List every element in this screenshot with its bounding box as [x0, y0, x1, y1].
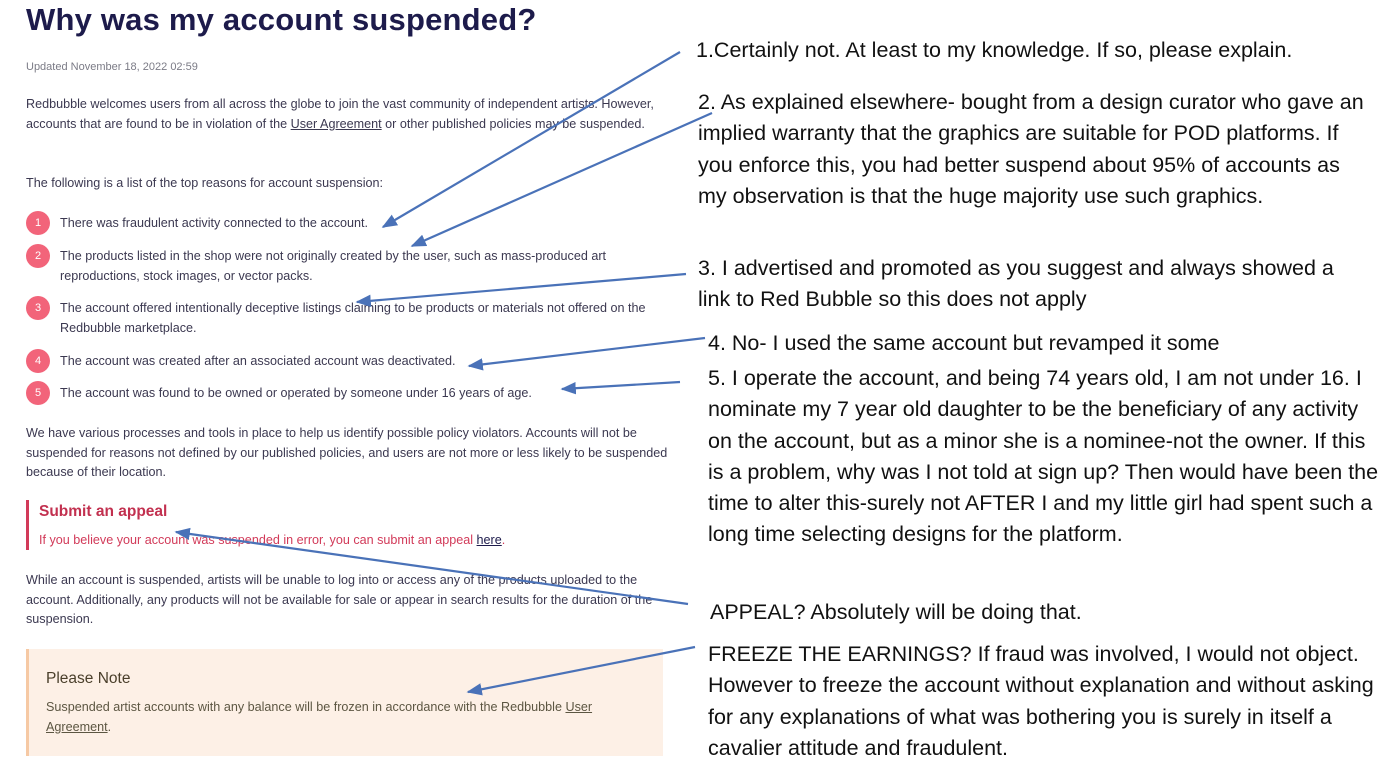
appeal-text-start: If you believe your account was suspended in error, you can submit an appeal: [39, 533, 477, 547]
annotation-appeal: APPEAL? Absolutely will be doing that.: [710, 600, 1082, 624]
reasons-intro: The following is a list of the top reasons for account suspension:: [26, 176, 384, 190]
note-text: [46, 697, 636, 737]
reason-number-badge: 2: [26, 244, 50, 268]
reason-number-badge: 3: [26, 296, 50, 320]
note-text-end: .: [107, 720, 112, 734]
annotation-5: 5. I operate the account, and being 74 years old, I am not under 16. I nominate my 7 year old daughter to be the beneficiary of any activity on the account, but as a minor she is a nominee-not the owner. If this is a problem, why was I not told at sign up? Then would have been the time to alter this-surely not AFTER I and my little girl had spent such a long time selecting designs for the platform.: [708, 366, 1379, 547]
reason-text: The account offered intentionally deceptive listings claiming to be products or materials not offered on the Redbubble marketplace.: [60, 301, 646, 335]
reason-number-badge: 5: [26, 381, 50, 405]
appeal-text-end: .: [501, 533, 506, 547]
reason-text: The account was found to be owned or operated by someone under 16 years of age.: [60, 386, 532, 400]
processes-paragraph: We have various processes and tools in place to help us identify possible policy violators. Accounts will not be suspended for reasons not defined by our published policies, and users are not more or less likely to be suspended because of their location.: [26, 426, 668, 480]
help-article: [0, 0, 680, 780]
reason-number-badge: 1: [26, 211, 50, 235]
note-callout: [26, 649, 663, 756]
annotation-4: 4. No- I used the same account but revamped it some: [708, 331, 1220, 355]
reason-number-badge: 4: [26, 349, 50, 373]
annotation-freeze: FREEZE THE EARNINGS? If fraud was involved, I would not object. However to freeze the account without explanation and without asking for any explanations of what was bothering you is surely in itself a cavalier attitude and fraudulent.: [708, 642, 1374, 760]
reason-text: The account was created after an associated account was deactivated.: [60, 354, 456, 368]
suspension-effects-paragraph: While an account is suspended, artists will be unable to log into or access any of the products uploaded to the account. Additionally, any products will not be available for sale or appear in search results for the duration of the suspension.: [26, 573, 653, 627]
updated-timestamp: Updated November 18, 2022 02:59: [26, 61, 198, 73]
intro-text-end: or other published policies may be suspended.: [381, 116, 645, 131]
user-agreement-link[interactable]: User Agreement: [290, 116, 382, 131]
reason-text: The products listed in the shop were not originally created by the user, such as mass-produced art reproductions, stock images, or vector packs.: [60, 249, 607, 283]
appeal-text: [39, 533, 505, 547]
note-user-agreement-link[interactable]: User Agreement: [46, 700, 593, 734]
appeal-title: Submit an appeal: [39, 503, 168, 520]
intro-paragraph: [26, 95, 671, 134]
note-title: Please Note: [46, 670, 131, 687]
intro-text-start: Redbubble welcomes users from all across the globe to join the vast community of independent artists. However, accounts that are found to be in violation of the: [26, 97, 654, 131]
annotation-2: 2. As explained elsewhere- bought from a design curator who gave an implied warranty that the graphics are suitable for POD platforms. If you enforce this, you had better suspend about 95% of accounts as my observation is that the huge majority use such graphics.: [698, 90, 1364, 208]
reason-text: There was fraudulent activity connected to the account.: [60, 216, 369, 230]
annotation-3: 3. I advertised and promoted as you suggest and always showed a link to Red Bubble so this does not apply: [698, 256, 1334, 312]
appeal-callout: [26, 500, 649, 550]
annotation-1: 1.Certainly not. At least to my knowledge. If so, please explain.: [696, 38, 1293, 62]
appeal-here-link[interactable]: here: [476, 533, 502, 547]
note-text-start: Suspended artist accounts with any balance will be frozen in accordance with the Redbubble: [46, 700, 566, 714]
page-title: Why was my account suspended?: [26, 2, 537, 37]
